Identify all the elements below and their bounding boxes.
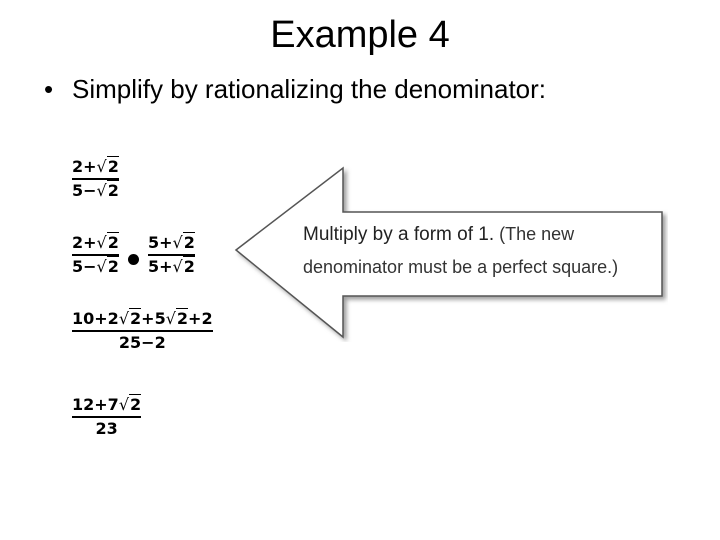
step3-denominator: 25−2 bbox=[118, 333, 166, 352]
callout-rest: (The new bbox=[499, 224, 575, 244]
callout-line-1 bbox=[303, 218, 658, 251]
step2-right-denominator: 5+√2 bbox=[148, 257, 195, 276]
bullet-text: Simplify by rationalizing the denominator: bbox=[72, 74, 547, 104]
step1-denominator: 5−√2 bbox=[72, 181, 119, 200]
step4-denominator: 23 bbox=[95, 419, 118, 438]
step2-right-numerator: 5+√2 bbox=[148, 233, 195, 252]
step4-fraction bbox=[72, 396, 141, 438]
bullet-item bbox=[44, 72, 546, 106]
step2-left-numerator: 2+√2 bbox=[72, 233, 119, 252]
fraction-bar bbox=[72, 330, 213, 332]
step4-numerator: 12+7√2 bbox=[72, 395, 142, 414]
step2-left-denominator: 5−√2 bbox=[72, 257, 119, 276]
callout-lead: Multiply by a form of 1. bbox=[303, 224, 495, 245]
fraction-bar bbox=[72, 416, 141, 418]
step3-numerator: 10+2√2+5√2+2 bbox=[72, 309, 213, 328]
step2-right-fraction bbox=[148, 234, 195, 276]
step3-fraction bbox=[72, 310, 213, 352]
callout-text bbox=[303, 218, 658, 284]
step1-fraction bbox=[72, 158, 119, 200]
slide-title: Example 4 bbox=[270, 14, 450, 56]
step1-numerator: 2+√2 bbox=[72, 157, 119, 176]
callout-line-2: denominator must be a perfect square.) bbox=[303, 257, 619, 277]
step2-left-fraction bbox=[72, 234, 119, 276]
multiplication-dot bbox=[128, 254, 139, 265]
bullet-marker: • bbox=[44, 74, 54, 104]
